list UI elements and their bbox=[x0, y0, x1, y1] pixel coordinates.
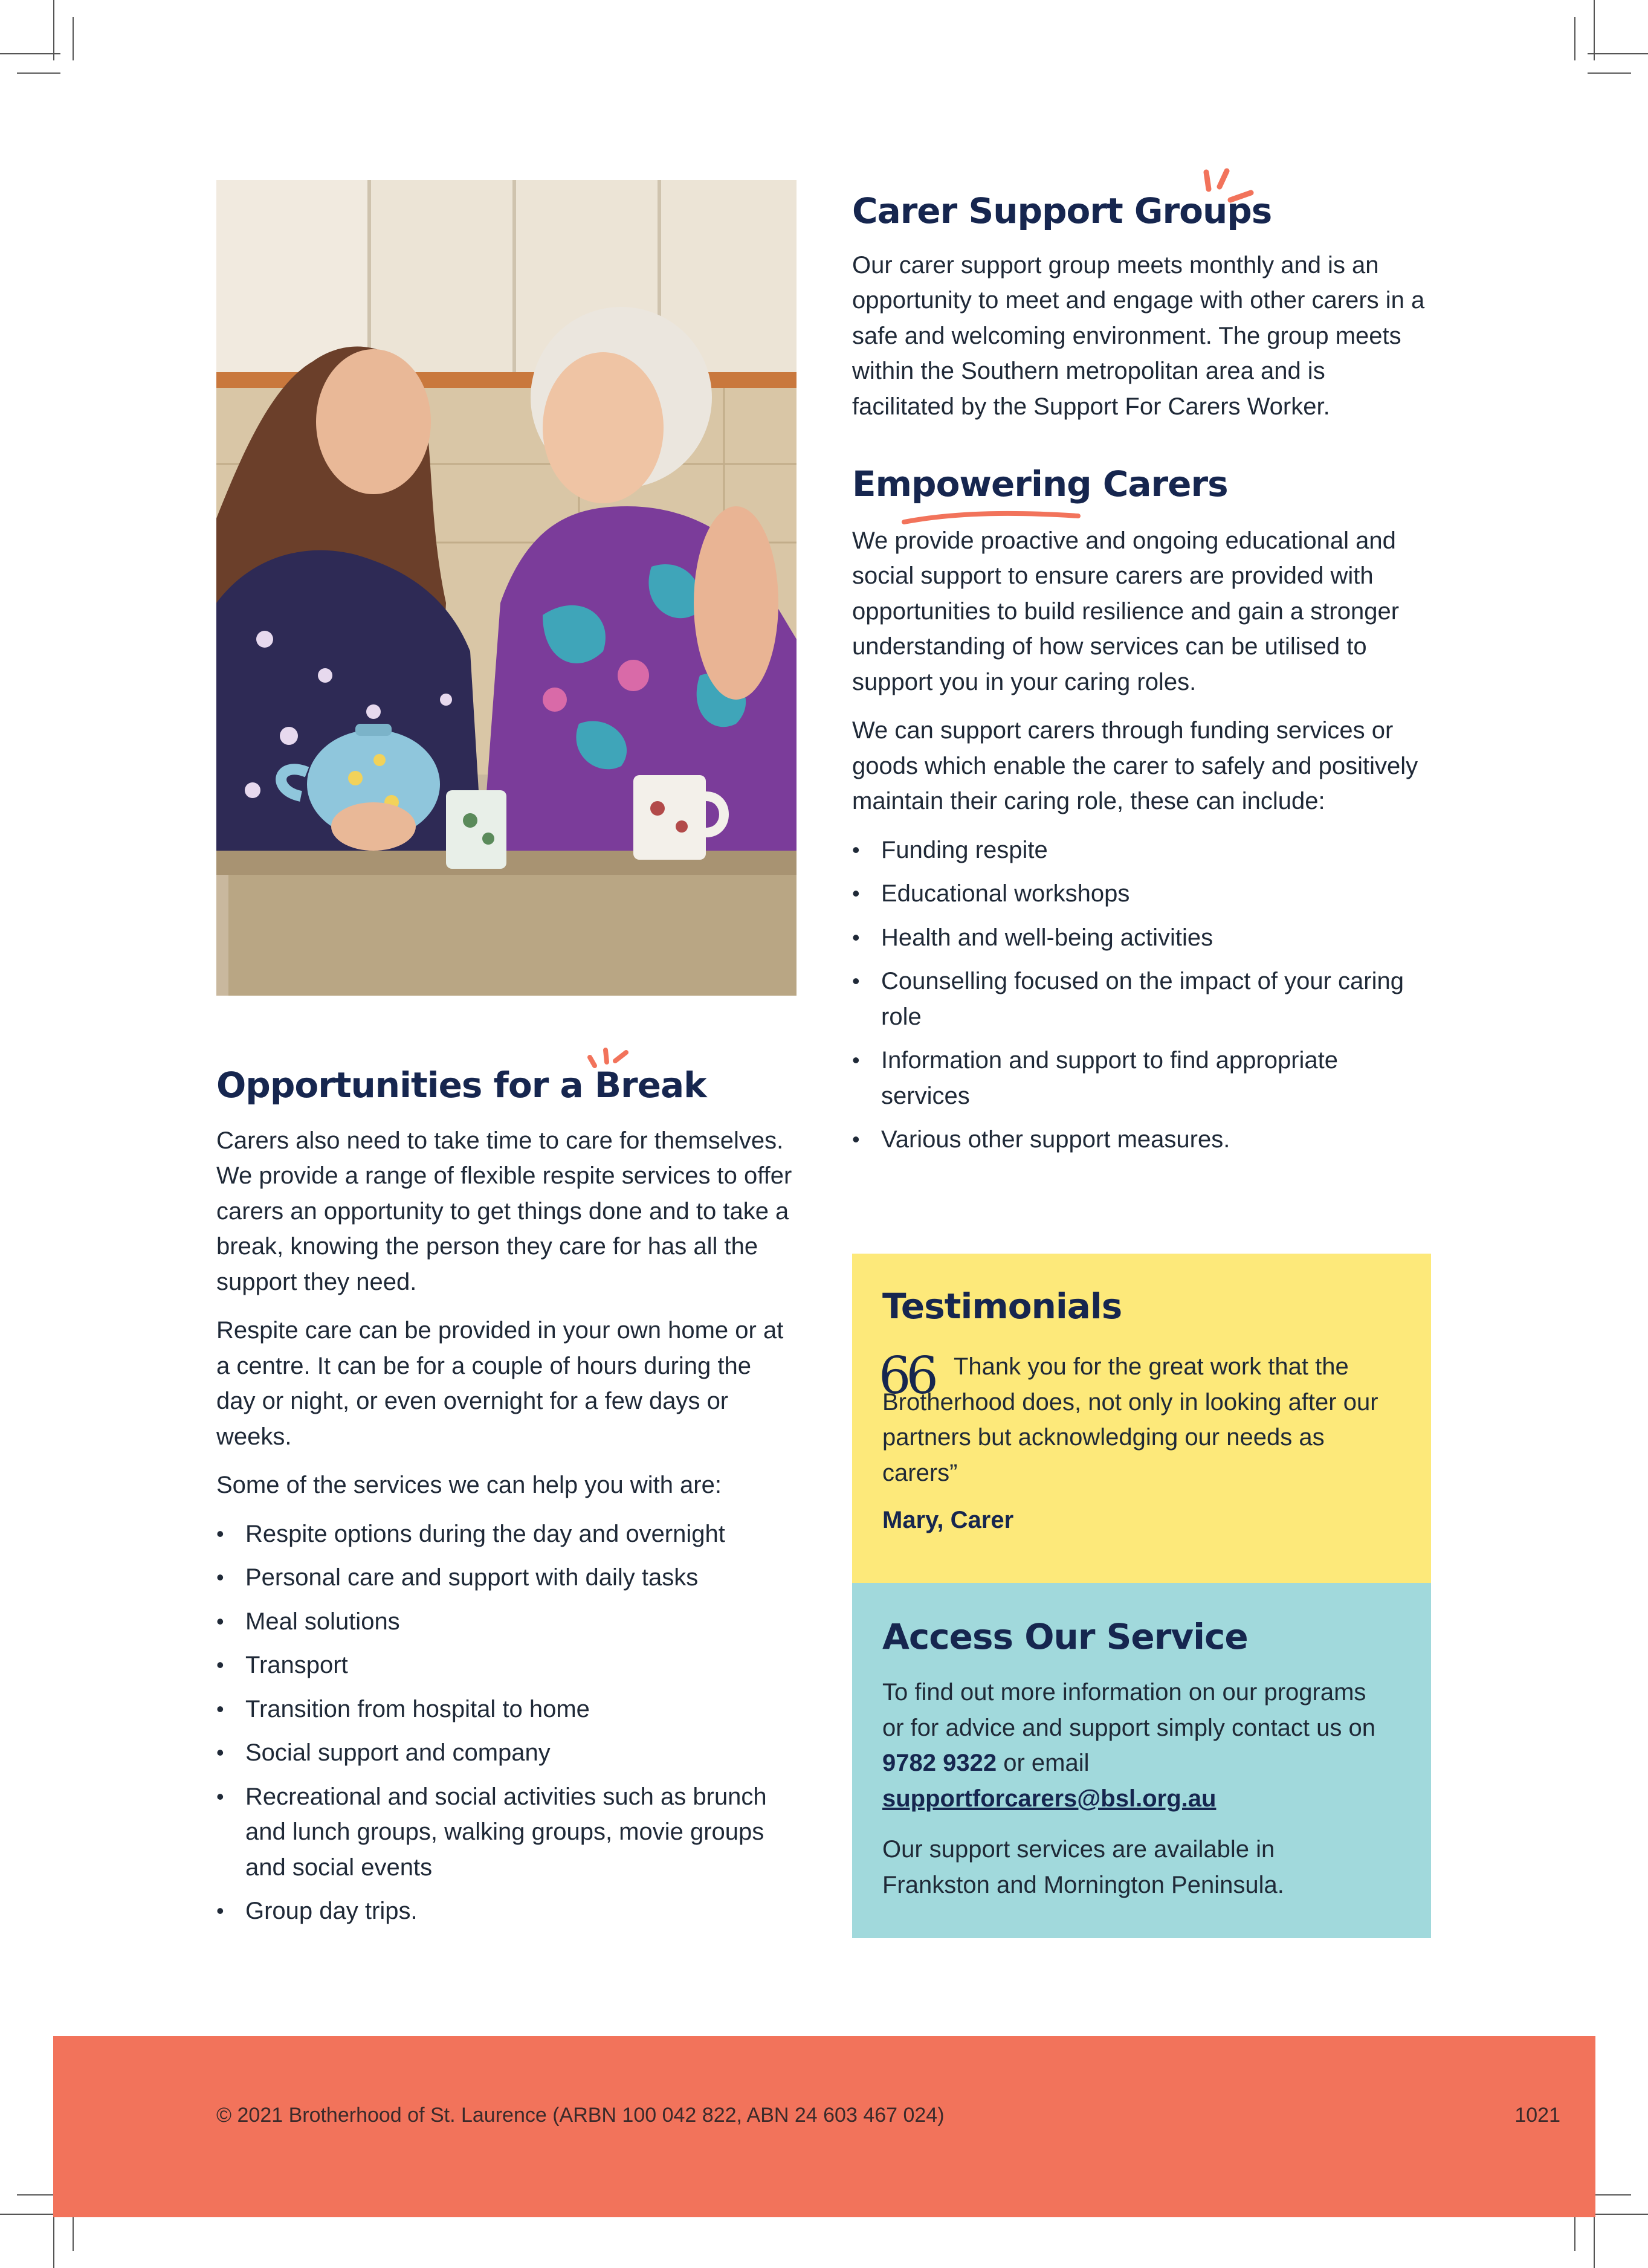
list-item: • Meal solutions bbox=[216, 1604, 797, 1640]
testimonial-quote: Thank you for the great work that the Brotherhood does, not only in looking after our partners but acknowledging our needs as carers” bbox=[882, 1353, 1378, 1486]
testimonial-author: Mary, Carer bbox=[882, 1507, 1014, 1533]
list-item: • Recreational and social activities such as brunch and lunch groups, walking groups, movie groups and social events bbox=[216, 1779, 797, 1886]
email-link[interactable]: supportforcarers@bsl.org.au bbox=[882, 1785, 1217, 1812]
sparkle-accent-icon bbox=[585, 1044, 633, 1074]
list-item: • Transition from hospital to home bbox=[216, 1692, 797, 1727]
access-paragraph-2: Our support services are available in Frankston and Mornington Peninsula. bbox=[882, 1836, 1284, 1898]
empowering-paragraph-2: We can support carers through funding services or goods which enable the carer to safely and positively maintain their caring role, these can include: bbox=[852, 717, 1418, 815]
break-section bbox=[216, 1066, 797, 1929]
crop-mark bbox=[1588, 2214, 1648, 2215]
list-item: • Personal care and support with daily tasks bbox=[216, 1560, 797, 1596]
testimonials-panel bbox=[852, 1254, 1431, 1583]
break-list bbox=[216, 1516, 797, 1929]
list-item: • Counselling focused on the impact of your caring role bbox=[852, 964, 1432, 1034]
crop-mark bbox=[1574, 17, 1575, 60]
carers-photo bbox=[216, 180, 797, 996]
crop-mark bbox=[73, 17, 74, 60]
crop-mark bbox=[53, 0, 54, 60]
footer-copyright: © 2021 Brotherhood of St. Laurence (ARBN 100 042 822, ABN 24 603 467 024) bbox=[216, 2104, 945, 2127]
list-item: • Funding respite bbox=[852, 833, 1432, 868]
access-heading: Access Our Service bbox=[882, 1616, 1248, 1657]
empowering-paragraph-1: We provide proactive and ongoing educational and social support to ensure carers are provided with opportunities to build resilience and gain a stronger understanding of how services can be utilised to support you in your caring roles. bbox=[852, 527, 1400, 695]
testimonials-heading: Testimonials bbox=[882, 1286, 1122, 1327]
footer-bar bbox=[53, 2036, 1595, 2217]
list-item: • Educational workshops bbox=[852, 876, 1432, 912]
access-paragraph-1 bbox=[882, 1675, 1378, 1816]
empowering-heading: Empowering Carers bbox=[852, 463, 1228, 504]
break-paragraph-3: Some of the services we can help you with are: bbox=[216, 1472, 722, 1499]
underline-accent-icon bbox=[900, 505, 1082, 529]
list-item: • Information and support to find appropriate services bbox=[852, 1043, 1432, 1113]
break-heading: Opportunities for a Break bbox=[216, 1065, 706, 1106]
access-panel bbox=[852, 1583, 1431, 1938]
crop-mark bbox=[0, 53, 60, 54]
crop-mark bbox=[0, 2214, 60, 2215]
crop-mark bbox=[1594, 0, 1595, 60]
break-paragraph-1: Carers also need to take time to care for themselves. We provide a range of flexible respite services to offer carers an opportunity to get things done and to take a break, knowing the person they care for has all the support they need. bbox=[216, 1127, 792, 1295]
list-item: • Social support and company bbox=[216, 1735, 797, 1771]
crop-mark bbox=[1588, 53, 1648, 54]
access-or-text: or email bbox=[997, 1750, 1090, 1776]
carer-support-body: Our carer support group meets monthly and is an opportunity to meet and engage with other carers in a safe and welcoming environment. The group meets within the Southern metropolitan area and is facilitated by the Support For Carers Worker. bbox=[852, 251, 1425, 420]
carer-support-heading: Carer Support Groups bbox=[852, 190, 1272, 231]
empowering-section bbox=[852, 465, 1432, 1158]
list-item: • Health and well-being activities bbox=[852, 920, 1432, 956]
crop-mark bbox=[17, 72, 60, 74]
quote-mark-icon: 66 bbox=[879, 1346, 934, 1405]
footer-code: 1021 bbox=[1514, 2104, 1560, 2127]
crop-mark bbox=[1588, 72, 1631, 74]
list-item: • Group day trips. bbox=[216, 1893, 797, 1929]
empowering-list bbox=[852, 833, 1432, 1158]
list-item: • Various other support measures. bbox=[852, 1122, 1432, 1158]
phone-number[interactable]: 9782 9322 bbox=[882, 1750, 997, 1776]
list-item: • Transport bbox=[216, 1648, 797, 1683]
list-item: • Respite options during the day and overnight bbox=[216, 1516, 797, 1552]
break-paragraph-2: Respite care can be provided in your own home or at a centre. It can be for a couple of hours during the day or night, or even overnight for a few days or weeks. bbox=[216, 1317, 784, 1450]
sparkle-accent-icon bbox=[1195, 166, 1262, 208]
access-intro-text: To find out more information on our programs or for advice and support simply contact us on bbox=[882, 1679, 1375, 1741]
carer-support-section bbox=[852, 192, 1432, 424]
